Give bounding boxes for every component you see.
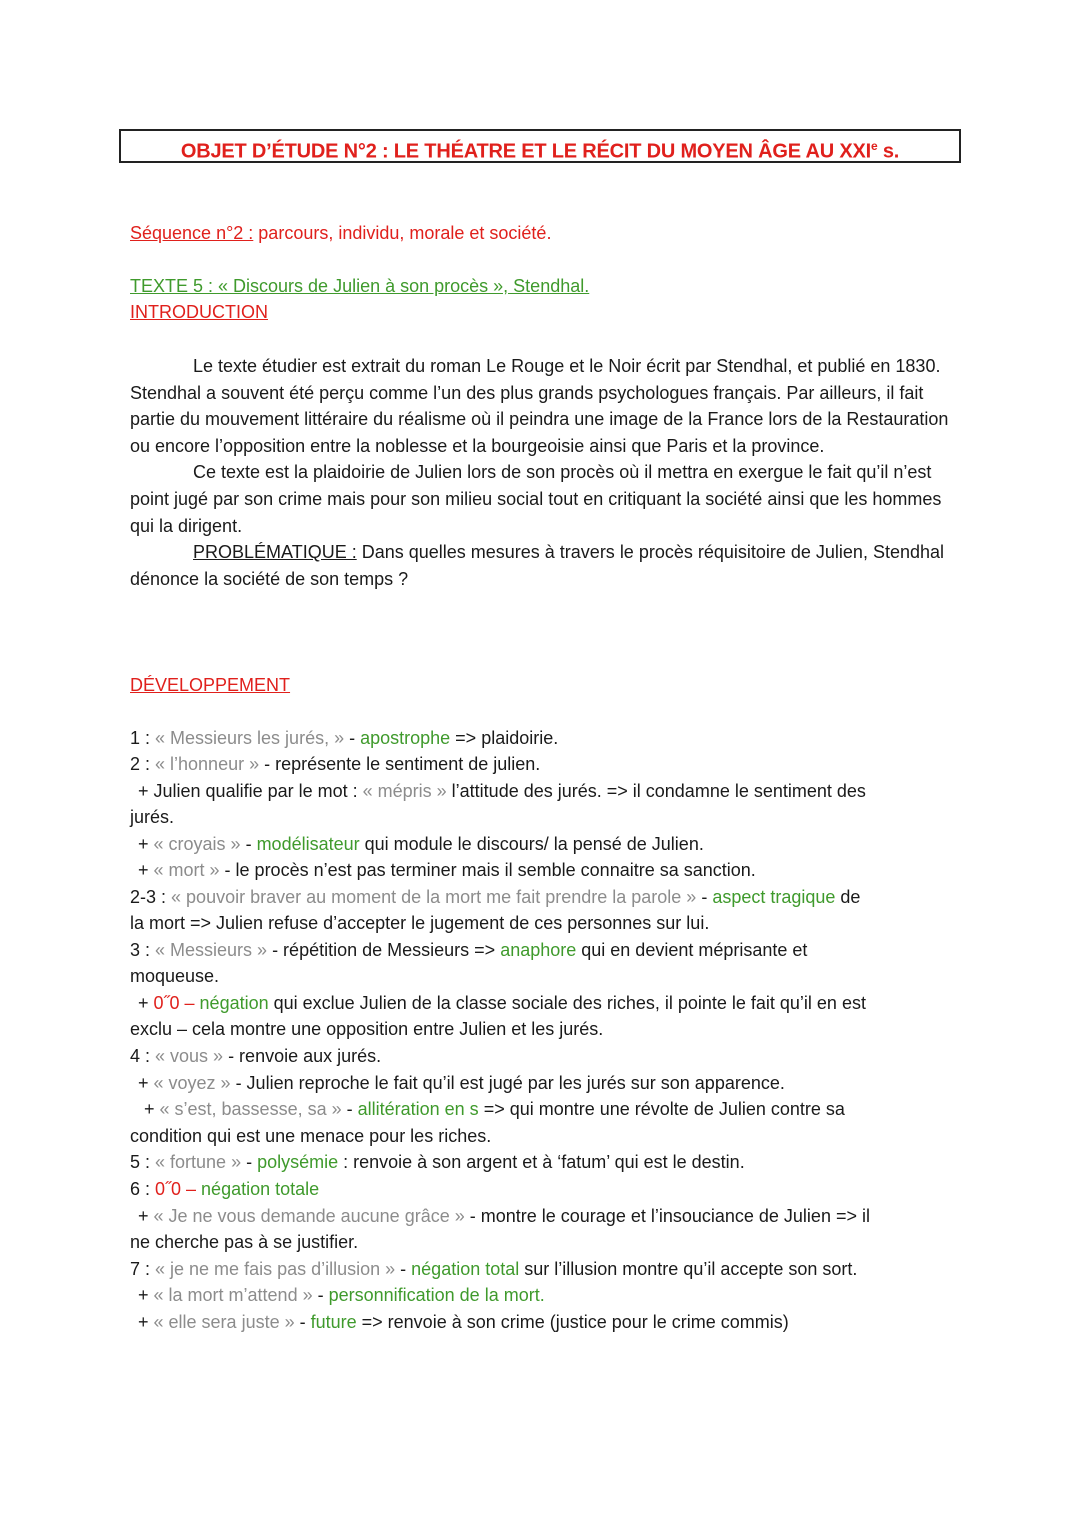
intro-paragraph-1: Le texte étudier est extrait du roman Le Rouge et le Noir écrit par Stendhal, et publié en 1830. Stendhal a souvent été perçu comme l’un des plus grands psychologues français. Par ailleurs, il fait partie du mouvement littéraire du réalisme où il peindra une image de la France lors de la Restauration ou encore l’opposition entre la noblesse et la bourgeoisie ainsi que Paris et la province. [130, 356, 949, 456]
dev-line-17: + « elle sera juste » - future => renvoie à son crime (justice pour le crime commis) [138, 1312, 789, 1332]
dev-line-1: 1 : « Messieurs les jurés, » - apostrophe => plaidoirie. [130, 728, 559, 748]
dev-line-7: 3 : « Messieurs » - répétition de Messieurs => anaphore qui en devient méprisante et [130, 940, 808, 960]
developpement-heading: DÉVELOPPEMENT [130, 675, 291, 695]
dev-line-5: + « mort » - le procès n’est pas terminer mais il semble connaitre sa sanction. [138, 860, 756, 880]
dev-line-11-cont: condition qui est une menace pour les riches. [130, 1126, 492, 1146]
dev-line-15: 7 : « je ne me fais pas d’illusion » - négation total sur l’illusion montre qu’il accepte son sort. [130, 1259, 858, 1279]
page-title: OBJET D’ÉTUDE N°2 : LE THÉATRE ET LE RÉCIT DU MOYEN ÂGE AU XXIe s. [119, 129, 961, 163]
dev-line-3: + Julien qualifie par le mot : « mépris » l’attitude des jurés. => il condamne le sentiment des [138, 781, 866, 801]
dev-line-7-cont: moqueuse. [130, 966, 220, 986]
sequence-label: Séquence n°2 : [130, 223, 254, 243]
dev-line-4: + « croyais » - modélisateur qui module le discours/ la pensé de Julien. [138, 834, 704, 854]
problematique-label: PROBLÉMATIQUE : [193, 542, 357, 563]
dev-line-10: + « voyez » - Julien reproche le fait qu’il est jugé par les jurés sur son apparence. [138, 1073, 785, 1093]
dev-line-6-cont: la mort => Julien refuse d’accepter le jugement de ces personnes sur lui. [130, 913, 710, 933]
problematique [130, 539, 955, 592]
sequence-text: parcours, individu, morale et société. [253, 223, 552, 243]
introduction-heading: INTRODUCTION [130, 302, 268, 322]
dev-line-2: 2 : « l’honneur » - représente le sentiment de julien. [130, 754, 541, 774]
dev-line-8: + 0˝0 – négation qui exclue Julien de la classe sociale des riches, il pointe le fait qu’il en est [138, 993, 866, 1013]
dev-line-3-cont: jurés. [130, 807, 175, 827]
intro-paragraph-2: Ce texte est la plaidoirie de Julien lors de son procès où il mettra en exergue le fait qu’il n’est point jugé par son crime mais pour son milieu social tout en critiquant la société ainsi que les hommes qui la dirigent. [130, 462, 942, 536]
dev-line-13: 6 : 0˝0 – négation totale [130, 1179, 320, 1199]
texte-heading: TEXTE 5 : « Discours de Julien à son procès », Stendhal. [130, 276, 590, 296]
introduction-body [130, 353, 955, 592]
problematique-text: Dans quelles mesures à travers le procès réquisitoire de Julien, Stendhal dénonce la société de son temps ? [130, 542, 945, 589]
dev-line-14: + « Je ne vous demande aucune grâce » - montre le courage et l’insouciance de Julien => il [138, 1206, 870, 1226]
dev-line-12: 5 : « fortune » - polysémie : renvoie à son argent et à ‘fatum’ qui est le destin. [130, 1152, 745, 1172]
dev-line-6: 2-3 : « pouvoir braver au moment de la mort me fait prendre la parole » - aspect tragique de [130, 887, 861, 907]
sequence-line [130, 220, 551, 246]
dev-line-11: + « s’est, bassesse, sa » - allitération en s => qui montre une révolte de Julien contre sa [144, 1099, 845, 1119]
dev-line-14-cont: ne cherche pas à se justifier. [130, 1232, 359, 1252]
dev-line-16: + « la mort m’attend » - personnification de la mort. [138, 1285, 545, 1305]
dev-line-8-cont: exclu – cela montre une opposition entre Julien et les jurés. [130, 1019, 604, 1039]
dev-line-9: 4 : « vous » - renvoie aux jurés. [130, 1046, 382, 1066]
